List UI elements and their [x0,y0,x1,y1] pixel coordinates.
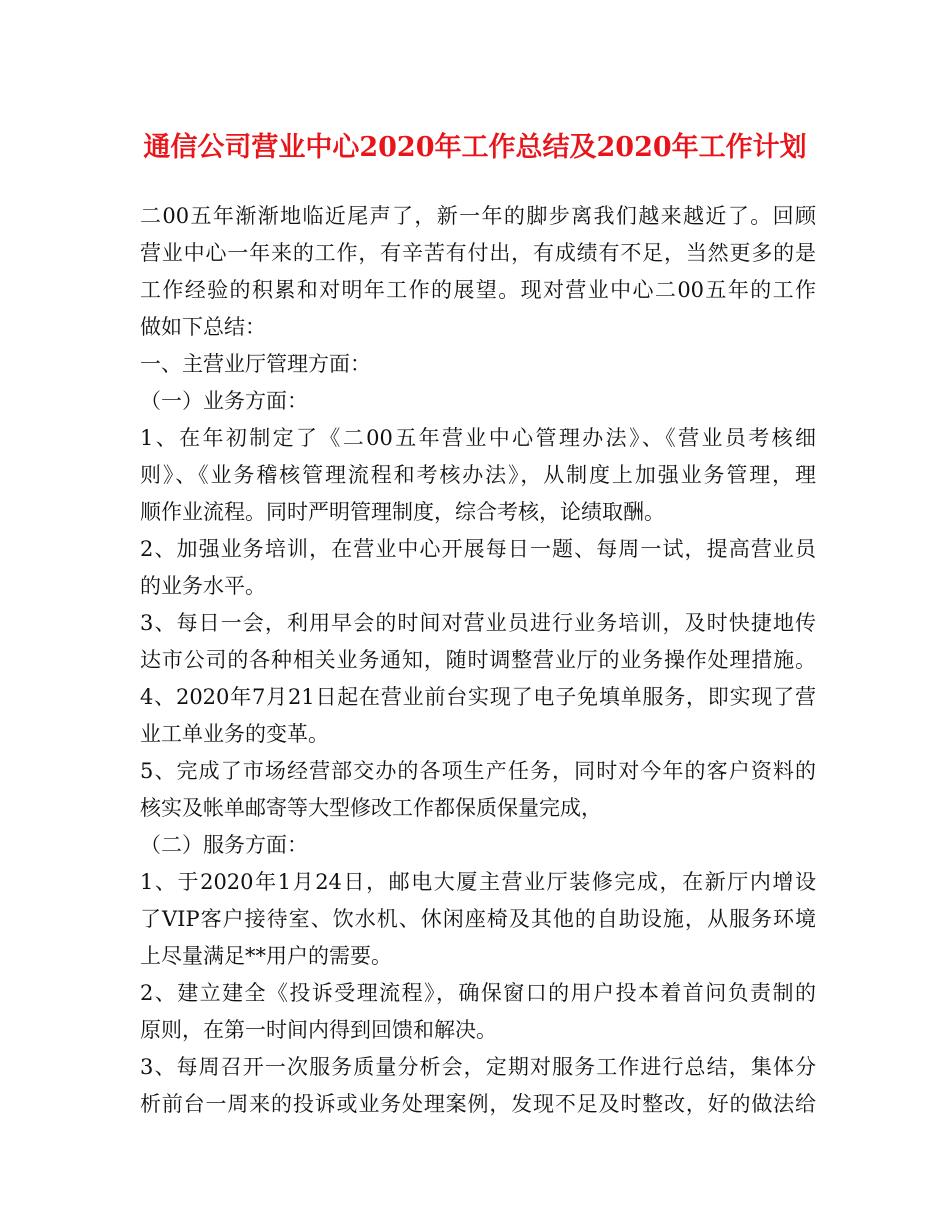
paragraph-line: 1、于2020年1月24日，邮电大厦主营业厅装修完成，在新厅内增设 [140,870,816,894]
paragraph-line: 5、完成了市场经营部交办的各项生产任务，同时对今年的客户资料的 [140,759,816,783]
paragraph-line: 3、每日一会，利用早会的时间对营业员进行业务培训，及时快捷地传 [140,611,816,635]
paragraph-line: 做如下总结： [140,315,266,339]
paragraph-line: 则》、《业务稽核管理流程和考核办法》，从制度上加强业务管理，理 [140,463,816,487]
paragraph-line: 2、建立建全《投诉受理流程》，确保窗口的用户投本着首问负责制的 [140,981,816,1005]
paragraph-line: 1、在年初制定了《二00五年营业中心管理办法》、《营业员考核细 [140,426,816,450]
paragraph-line: 析前台一周来的投诉或业务处理案例，发现不足及时整改，好的做法给 [140,1092,816,1116]
paragraph-line: 上尽量满足**用户的需要。 [140,944,392,968]
paragraph-line: 顺作业流程。同时严明管理制度，综合考核，论绩取酬。 [140,500,665,524]
paragraph-line: 业工单业务的变革。 [140,722,329,746]
paragraph-line: 达市公司的各种相关业务通知，随时调整营业厅的业务操作处理措施。 [140,648,816,672]
paragraph-line: 二00五年渐渐地临近尾声了，新一年的脚步离我们越来越近了。回顾 [140,204,816,228]
paragraph-line: 2、加强业务培训，在营业中心开展每日一题、每周一试，提高营业员 [140,537,816,561]
paragraph-line: 原则，在第一时间内得到回馈和解决。 [140,1018,497,1042]
document-title: 通信公司营业中心2020年工作总结及2020年工作计划 [143,132,807,163]
paragraph-line: （二）服务方面： [140,833,308,857]
paragraph-line: （一）业务方面： [140,389,308,413]
document-body [140,198,816,1123]
paragraph-line: 营业中心一年来的工作，有辛苦有付出，有成绩有不足，当然更多的是 [140,241,816,265]
paragraph-line: 工作经验的积累和对明年工作的展望。现对营业中心二00五年的工作 [140,278,816,302]
paragraph-line: 4、2020年7月21日起在营业前台实现了电子免填单服务，即实现了营 [140,685,816,709]
paragraph-line: 核实及帐单邮寄等大型修改工作都保质保量完成， [140,796,602,820]
paragraph-line: 3、每周召开一次服务质量分析会，定期对服务工作进行总结，集体分 [140,1055,816,1079]
paragraph-line: 了VIP客户接待室、饮水机、休闲座椅及其他的自助设施，从服务环境 [140,907,816,931]
paragraph-line: 的业务水平。 [140,574,266,598]
paragraph-line: 一、主营业厅管理方面： [140,352,371,376]
